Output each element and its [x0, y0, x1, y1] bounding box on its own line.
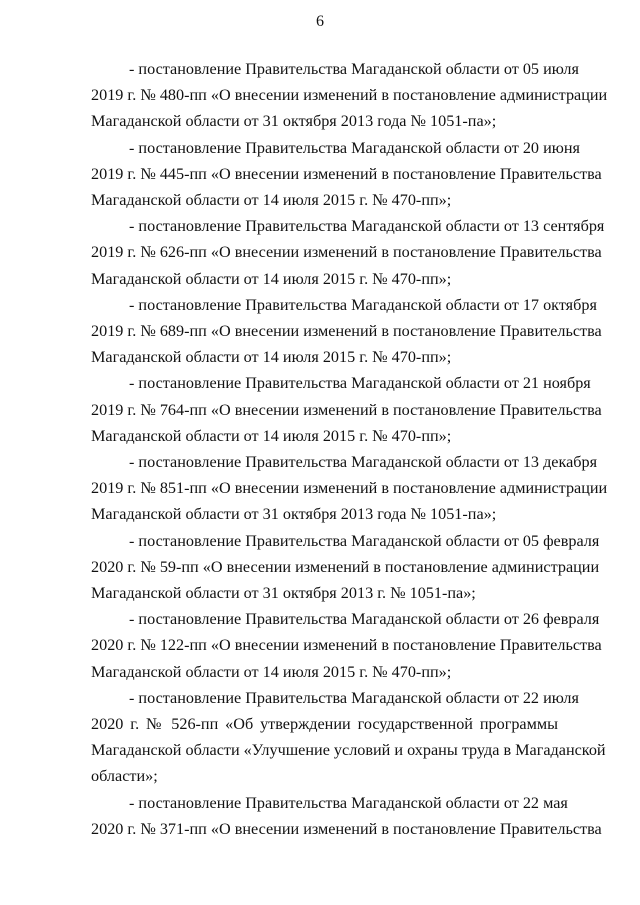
text-line: - постановление Правительства Магаданской области от 05 февраля: [129, 531, 600, 550]
text-line: 2020 г. № 122-пп «О внесении изменений в постановление Правительства: [91, 636, 602, 655]
text-line: 2019 г. № 689-пп «О внесении изменений в постановление Правительства: [91, 322, 602, 341]
list-item: [91, 790, 602, 842]
list-item: [91, 135, 602, 214]
list-item: [91, 449, 608, 528]
text-line: области»;: [91, 767, 158, 786]
text-line: - постановление Правительства Магаданской области от 17 октября: [129, 295, 597, 314]
list-item: [91, 685, 606, 790]
text-line: Магаданской области от 14 июля 2015 г. № 470-пп»;: [91, 269, 452, 288]
text-line: 2019 г. № 764-пп «О внесении изменений в постановление Правительства: [91, 400, 602, 419]
list-item: [91, 528, 600, 607]
document-body: [91, 56, 608, 842]
list-item: [91, 56, 608, 135]
text-line: - постановление Правительства Магаданской области от 22 июля: [129, 688, 579, 707]
text-line: - постановление Правительства Магаданской области от 13 декабря: [129, 453, 598, 472]
text-line: 2019 г. № 445-пп «О внесении изменений в постановление Правительства: [91, 164, 602, 183]
text-line: - постановление Правительства Магаданской области от 21 ноября: [129, 374, 591, 393]
text-line: - постановление Правительства Магаданской области от 26 февраля: [129, 610, 600, 629]
page-number: 6: [316, 13, 324, 30]
text-line: Магаданской области от 14 июля 2015 г. № 470-пп»;: [91, 348, 452, 367]
text-line: Магаданской области от 14 июля 2015 г. № 470-пп»;: [91, 662, 452, 681]
list-item: [91, 213, 605, 292]
list-item: [91, 606, 602, 685]
text-line: 2019 г. № 851-пп «О внесении изменений в постановление администрации: [91, 479, 608, 498]
text-line: Магаданской области от 31 октября 2013 г. № 1051-па»;: [91, 584, 476, 603]
list-item: [91, 292, 602, 371]
text-line: 2020 г. № 526-пп «Об утверждении государственной программы: [91, 715, 558, 734]
text-line: - постановление Правительства Магаданской области от 22 мая: [129, 793, 568, 812]
text-line: Магаданской области от 14 июля 2015 г. № 470-пп»;: [91, 426, 452, 445]
text-line: Магаданской области от 31 октября 2013 года № 1051-па»;: [91, 112, 497, 131]
text-line: 2019 г. № 480-пп «О внесении изменений в постановление администрации: [91, 86, 608, 105]
text-line: - постановление Правительства Магаданской области от 20 июня: [129, 138, 580, 157]
text-line: 2019 г. № 626-пп «О внесении изменений в постановление Правительства: [91, 243, 602, 262]
text-line: - постановление Правительства Магаданской области от 05 июля: [129, 60, 579, 78]
text-line: Магаданской области «Улучшение условий и охраны труда в Магаданской: [91, 741, 606, 760]
text-line: - постановление Правительства Магаданской области от 13 сентября: [129, 217, 605, 236]
text-line: Магаданской области от 31 октября 2013 года № 1051-па»;: [91, 505, 497, 524]
text-line: 2020 г. № 371-пп «О внесении изменений в постановление Правительства: [91, 819, 602, 838]
text-line: 2020 г. № 59-пп «О внесении изменений в постановление администрации: [91, 557, 600, 576]
list-item: [91, 370, 602, 449]
text-line: Магаданской области от 14 июля 2015 г. № 470-пп»;: [91, 191, 452, 210]
